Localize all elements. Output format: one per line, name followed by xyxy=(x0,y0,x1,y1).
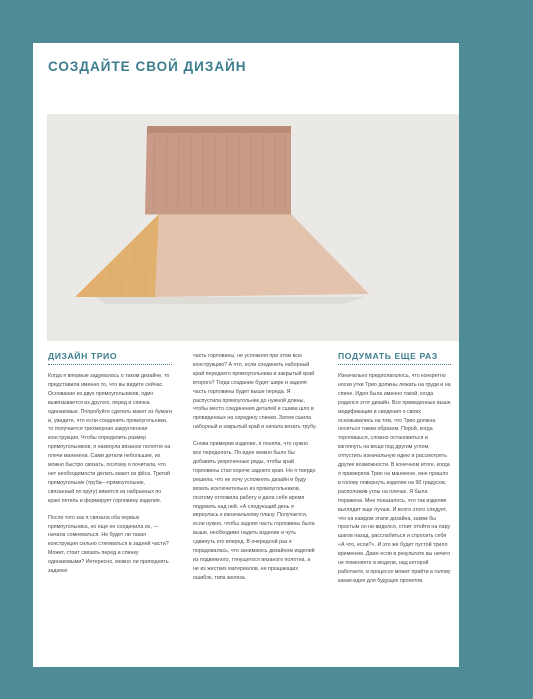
paragraph: Когда я впервые задумалась о таком дизайне, то представила именно то, что вы видите сейчас. Основание из двух прямоугольников, один вывязывается из другого, перед и спинка одинаковые. Попробуйте сделать макет из бумаги и, увидите, что если соединить прямоугольники, то получается трехмерная закругленная конструкция. Чтобы определить размер прямоугольников, я накинула вязаное полотно на плечи манекена. Сами детали небольшие, их можно быстро связать, поэтому я почитала, что нет необходимости делать макет из фliса. Третий прямоугольник (труба—прямоугольник, связанный по кругу) вяжется из набранных по краю петель и формирует горловину изделия. xyxy=(48,373,172,504)
page-title: СОЗДАЙТЕ СВОЙ ДИЗАЙН xyxy=(48,59,247,74)
section-heading-trio: ДИЗАЙН ТРИО xyxy=(48,351,118,361)
paragraph: Снова примерив изделие, я поняла, что нужно все переделать. По идее можно было бы добавить укороченные ряды, чтобы край горловины стал короче заднего края. Но я твердо решила, что не хочу усложнять дизайн и буду вязать исключительно из прямоугольников, поэтому отложила работу и дала себе время подумать над ней. «А следующий день я вернулась к изначальному плану. Получается, если нужно, чтобы задняя часть горловины была выше, необходимо надеть изделие и чуть сдвинуть его вперед. В очередной раз я порадовалась, что занимаюсь дизайном изделий из подвижного, тянущегося вязаного полотна, а не из жестких материалов, не прощающих ошибок, типа железа. xyxy=(193,441,316,581)
magazine-page xyxy=(33,43,459,667)
heading-divider xyxy=(48,364,172,365)
column-think-again xyxy=(338,351,451,594)
collar-ribbing xyxy=(147,126,291,133)
section-heading-think-again: ПОДУМАТЬ ЕЩЕ РАЗ xyxy=(338,351,438,361)
paragraph: После того как я связала оба первых прямоугольника, но еще не соединила их, — начала сомневаться. Не будет ли такая конструкция сильно стягиваться в задней части? Может, стоит связать перед и спинку одинаковыми? Интересно, можно ли приподнять заднюю xyxy=(48,514,169,575)
knitted-garment-photo xyxy=(47,114,459,341)
column-trio-design xyxy=(48,351,172,584)
garment-illustration xyxy=(47,114,459,341)
garment-shadow xyxy=(95,297,365,304)
paragraph: Изначально предполагалось, что конкретно носки утки Трио должны лежать на груди и на спине. Идея была именно такой, когда родился этот дизайн. Все приведенные выше модификации и сведения о своих основывались на том, что Трио должна носиться таким образом. Порой, когда торопишься, сложно остановиться и взглянуть на вещи под другим углом, отпустить изначальную идею и рассмотреть другие возможности. В конечном итоге, когда я примеряла Трио на манекене, мне пришло в голову повернуть изделие на 90 градусов, расположив углы на плечах. Я была поражена. Мне показалось, что так изделие выглядит еще лучше. И всего этого следует, что на каждом этапе дизайна, каким бы простым он ни виделся, стоит отойти на пару шагов назад, расслабиться и спросить себя «А что, если?». И это же будет пустой трилл временем. Даже если в результате вы ничего не поменяете в модели, над которой работаете, в процессе может прийти в голову какая-идея для будущих проектов. xyxy=(338,373,451,584)
paragraph: часть горловины, не усложняя при этом всю конструкцию? А что, если соединить наборный край переднего прямоугольника и закрытый край второго? Тогда создание будет шире и задняя часть горловины будет выше переда. Я распустила прямоугольник до нужной длины, чтобы место соединения деталей и сшива шло в провиденных на середину спинки. Затем сшила наборный и закрытый край и начала вязать трубу. xyxy=(193,353,317,431)
column-continuation xyxy=(193,352,317,591)
heading-divider xyxy=(338,364,451,365)
